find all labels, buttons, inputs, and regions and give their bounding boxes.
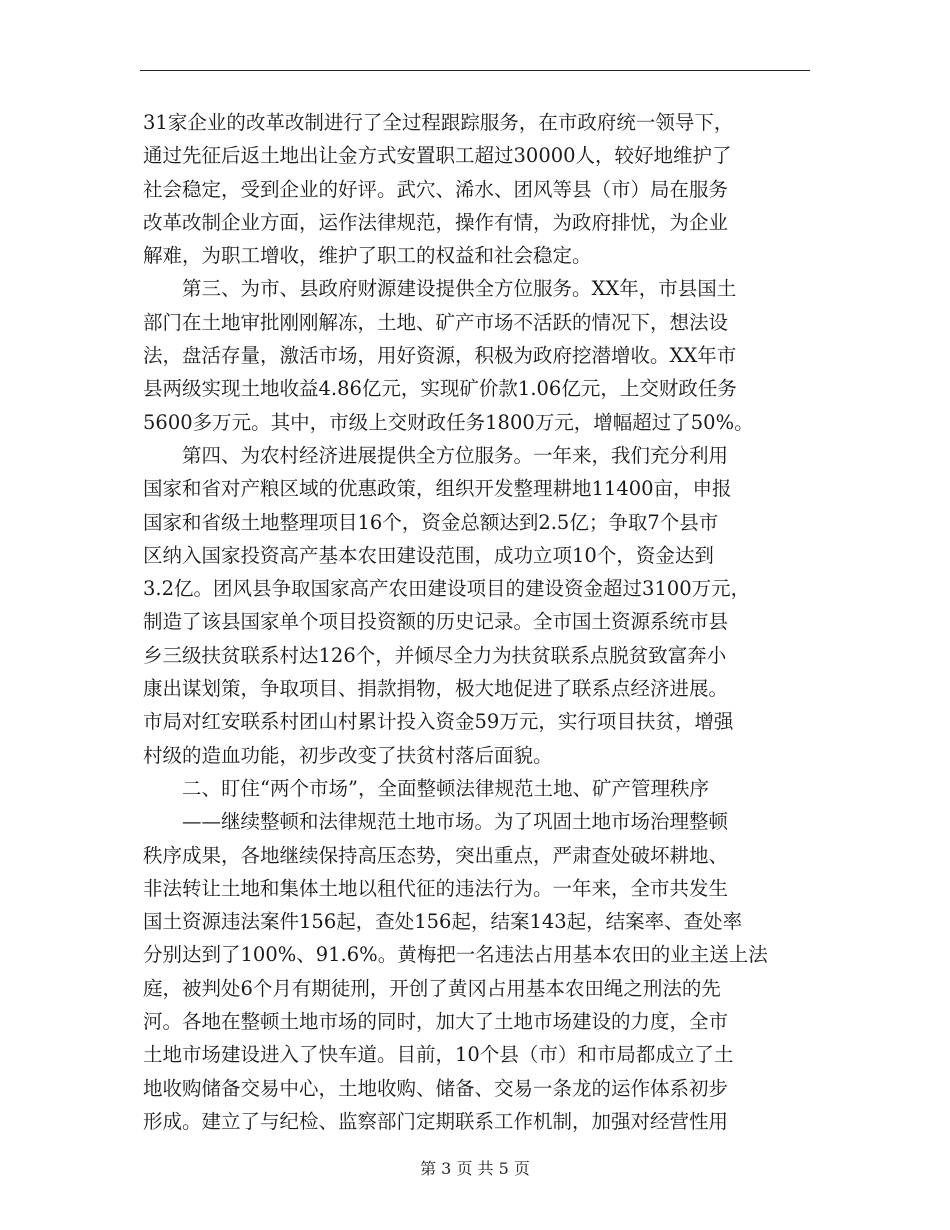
text-line: 第三、为市、县政府财源建设提供全方位服务。XX年，市县国土 bbox=[182, 277, 737, 301]
text-line: 乡三级扶贫联系村达126个，并倾尽全力为扶贫联系点脱贫致富奔小 bbox=[143, 643, 727, 667]
text-line: 土地市场建设进入了快车道。目前，10个县（市）和市局都成立了土 bbox=[143, 1043, 734, 1067]
text-line: 国家和省级土地整理项目16个，资金总额达到2.5亿；争取7个县市 bbox=[143, 510, 719, 534]
text-line: 庭，被判处6个月有期徒刑，开创了黄冈占用基本农田绳之刑法的先 bbox=[143, 976, 721, 1000]
text-line: 改革改制企业方面，运作法律规范，操作有情，为政府排忧，为企业 bbox=[143, 210, 729, 234]
text-line: 解难，为职工增收，维护了职工的权益和社会稳定。 bbox=[143, 244, 592, 268]
text-line: 村级的造血功能，初步改变了扶贫村落后面貌。 bbox=[143, 743, 553, 767]
text-line: 社会稳定，受到企业的好评。武穴、浠水、团风等县（市）局在服务 bbox=[143, 177, 729, 201]
text-line: 秩序成果，各地继续保持高压态势，突出重点，严肃查处破坏耕地、 bbox=[143, 843, 729, 867]
page-footer: 第 3 页 共 5 页 bbox=[420, 1159, 530, 1178]
text-line: 市局对红安联系村团山村累计投入资金59万元，实行项目扶贫，增强 bbox=[143, 710, 734, 734]
text-line: 河。各地在整顿土地市场的同时，加大了土地市场建设的力度，全市 bbox=[143, 1010, 729, 1034]
text-line: 3.2亿。团风县争取国家高产农田建设项目的建设资金超过3100万元， bbox=[143, 577, 751, 601]
text-line: 康出谋划策，争取项目、捐款捐物，极大地促进了联系点经济进展。 bbox=[143, 677, 729, 701]
text-line: 国土资源违法案件156起，查处156起，结案143起，结案率、查处率 bbox=[143, 910, 743, 934]
text-line: 通过先征后返土地出让金方式安置职工超过30000人，较好地维护了 bbox=[143, 144, 732, 168]
header-rule bbox=[140, 70, 810, 71]
text-line: 31家企业的改革改制进行了全过程跟踪服务，在市政府统一领导下， bbox=[143, 111, 734, 134]
text-line: ——继续整顿和法律规范土地市场。为了巩固土地市场治理整顿 bbox=[182, 810, 729, 834]
text-line: 国家和省对产粮区域的优惠政策，组织开发整理耕地11400亩，申报 bbox=[143, 477, 732, 501]
text-line: 二、盯住“两个市场”，全面整顿法律规范土地、矿产管理秩序 bbox=[182, 776, 709, 800]
text-line: 县两级实现土地收益4.86亿元，实现矿价款1.06亿元，上交财政任务 bbox=[143, 377, 737, 401]
text-line: 区纳入国家投资高产基本农田建设范围，成功立项10个，资金达到 bbox=[143, 543, 714, 567]
text-line: 法，盘活存量，激活市场，用好资源，积极为政府挖潜增收。XX年市 bbox=[143, 344, 737, 368]
text-line: 5600多万元。其中，市级上交财政任务1800万元，增幅超过了50%。 bbox=[143, 410, 754, 434]
text-line: 第四、为农村经济进展提供全方位服务。一年来，我们充分利用 bbox=[182, 443, 729, 467]
text-line: 制造了该县国家单个项目投资额的历史记录。全市国土资源系统市县 bbox=[143, 610, 729, 634]
text-line: 非法转让土地和集体土地以租代征的违法行为。一年来，全市共发生 bbox=[143, 876, 729, 900]
text-line: 分别达到了100%、91.6%。黄梅把一名违法占用基本农田的业主送上法 bbox=[143, 943, 768, 967]
text-line: 形成。建立了与纪检、监察部门定期联系工作机制，加强对经营性用 bbox=[143, 1109, 729, 1133]
text-line: 地收购储备交易中心，土地收购、储备、交易一条龙的运作体系初步 bbox=[143, 1076, 729, 1100]
text-line: 部门在土地审批刚刚解冻，土地、矿产市场不活跃的情况下，想法设 bbox=[143, 310, 729, 334]
document-body bbox=[143, 106, 815, 1138]
